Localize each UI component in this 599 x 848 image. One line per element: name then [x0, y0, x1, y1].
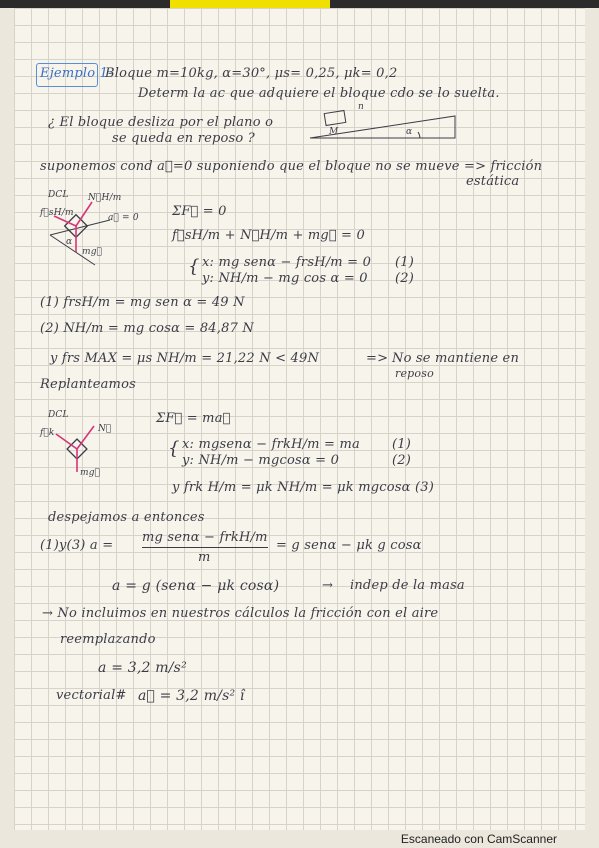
scan-top-edge	[0, 0, 599, 8]
dcl1-weight-label: mg⃗	[82, 247, 103, 257]
dcl1-title: DCL	[48, 190, 69, 200]
example-label: Ejemplo 1-	[40, 66, 113, 81]
eq-y2-number: (2)	[392, 453, 412, 468]
eq-kinetic-friction: y frk H/m = μk NH/m = μk mgcosα (3)	[172, 480, 434, 495]
incline-mass-label: M	[329, 127, 339, 137]
derivation-numerator: mg senα − frkH/m	[142, 530, 268, 545]
eq-y1-number: (2)	[395, 271, 415, 286]
question-line-1: ¿ El bloque desliza por el plano o	[48, 115, 274, 130]
result-note: indep de la masa	[350, 578, 465, 593]
fraction-bar	[142, 547, 268, 548]
eq-sum-ma: ΣF⃗ = ma⃗	[156, 411, 231, 426]
result-max-note-1: No se mantiene en	[392, 351, 520, 366]
dcl1-friction-label: f⃗sH/m	[40, 208, 74, 218]
result-max-note-2: reposo	[395, 367, 434, 380]
eq-x2: x: mgsenα − frkH/m = ma	[182, 437, 360, 452]
eq-y2: y: NH/m − mgcosα = 0	[182, 453, 340, 468]
result-1: (1) frsH/m = mg sen α = 49 N	[40, 295, 245, 310]
eq-x2-number: (1)	[392, 437, 412, 452]
dcl1-alpha-label: α	[66, 237, 73, 247]
vectorial-label: vectorial#	[56, 688, 127, 703]
acceleration-value: a = 3,2 m/s²	[98, 660, 187, 676]
system-brace-2: {	[168, 438, 180, 459]
result-max-arrow: =>	[366, 351, 389, 366]
dcl2-title: DCL	[48, 410, 69, 420]
eq-sum-zero: ΣF⃗ = 0	[172, 204, 227, 219]
acceleration-vector: a⃗ = 3,2 m/s² î	[138, 688, 245, 704]
eq-x1: x: mg senα − frsH/m = 0	[202, 255, 372, 270]
incline-angle-label: α	[406, 127, 413, 137]
dcl2-friction-label: f⃗k	[40, 428, 55, 438]
question-line-2: se queda en reposo ?	[112, 131, 255, 146]
suppose-line: suponemos cond a⃗=0 suponiendo que el bloque no se mueve => fricción	[40, 159, 543, 174]
highlighter-strip	[170, 0, 330, 8]
note-air-friction: → No incluimos en nuestros cálculos la fricción con el aire	[42, 606, 439, 621]
eq-y1: y: NH/m − mg cos α = 0	[202, 271, 368, 286]
derivation-rest: = g senα − μk g cosα	[276, 538, 422, 553]
result-2: (2) NH/m = mg cosα = 84,87 N	[40, 321, 254, 336]
scanner-footer: Escaneado con CamScanner	[400, 832, 557, 846]
system-brace-1: {	[188, 256, 200, 277]
free-body-diagram-1	[40, 190, 150, 280]
result-arrow: →	[322, 578, 334, 593]
problem-line-2: Determ la ac que adquiere el bloque cdo se lo suelta.	[138, 86, 500, 101]
dcl2-weight-label: mg⃗	[80, 468, 101, 478]
result-max-friction: y frs MAX = μs NH/m = 21,22 N < 49N	[50, 351, 320, 366]
dcl1-accel-label: a⃗ = 0	[108, 213, 139, 223]
despejamos-line: despejamos a entonces	[48, 510, 205, 525]
derivation-prefix: (1)y(3) a =	[40, 538, 114, 553]
reemplazando-label: reemplazando	[60, 632, 156, 647]
suppose-line-end: estática	[466, 174, 520, 189]
problem-line-1: Bloque m=10kg, α=30°, μs= 0,25, μk= 0,2	[105, 66, 398, 81]
result-acceleration-formula: a = g (senα − μk cosα)	[112, 578, 280, 594]
dcl1-normal-label: N⃗H/m	[88, 193, 122, 203]
derivation-denominator: m	[198, 550, 211, 565]
dcl2-normal-label: N⃗	[98, 424, 112, 434]
eq-x1-number: (1)	[395, 255, 415, 270]
eq-vector-sum: f⃗sH/m + N⃗H/m + mg⃗ = 0	[172, 228, 365, 243]
incline-n-label: n	[358, 102, 364, 112]
replanteamos-heading: Replanteamos	[40, 377, 136, 392]
